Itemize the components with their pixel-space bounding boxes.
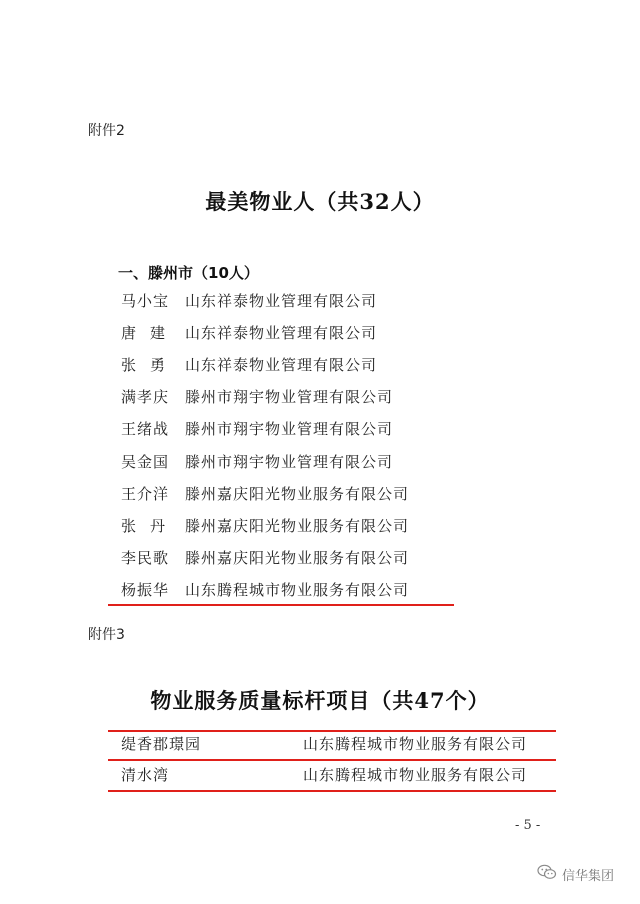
person-name: 吴金国	[121, 453, 170, 471]
project-name: 缇香郡璟园	[121, 735, 202, 753]
person-name: 唐建	[121, 324, 180, 342]
list-item	[121, 386, 393, 407]
person-company: 山东祥泰物业管理有限公司	[185, 356, 378, 374]
person-name: 王介洋	[121, 485, 170, 503]
highlight-underline	[108, 604, 454, 606]
person-name: 王绪战	[121, 420, 170, 438]
person-name: 李民歌	[121, 549, 170, 567]
person-name: 张勇	[121, 356, 180, 374]
person-name: 杨振华	[121, 581, 170, 599]
list-item	[121, 579, 409, 600]
page-number: - 5 -	[515, 818, 541, 833]
project-company: 山东腾程城市物业服务有限公司	[303, 735, 528, 753]
watermark	[537, 864, 614, 884]
person-name: 满孝庆	[121, 388, 170, 406]
list-item	[121, 547, 409, 568]
project-company: 山东腾程城市物业服务有限公司	[303, 766, 528, 784]
person-company: 山东祥泰物业管理有限公司	[185, 324, 378, 342]
title-benchmark-projects: 物业服务质量标杆项目（共47个）	[150, 688, 490, 713]
list-item	[121, 451, 393, 472]
highlight-underline	[108, 730, 556, 732]
section-tengzhou: 一、滕州市（10人）	[118, 264, 259, 282]
list-item	[121, 483, 409, 504]
watermark-text: 信华集团	[562, 868, 615, 884]
highlight-underline	[108, 759, 556, 761]
person-company: 滕州市翔宇物业管理有限公司	[185, 453, 394, 471]
person-company: 山东腾程城市物业服务有限公司	[185, 581, 410, 599]
list-item	[121, 322, 377, 343]
attachment-3-label: 附件3	[88, 627, 125, 643]
person-company: 滕州嘉庆阳光物业服务有限公司	[185, 485, 410, 503]
list-item	[121, 418, 393, 439]
list-item	[121, 290, 377, 311]
wechat-icon	[537, 864, 557, 884]
person-company: 山东祥泰物业管理有限公司	[185, 292, 378, 310]
person-company: 滕州嘉庆阳光物业服务有限公司	[185, 549, 410, 567]
person-name: 张丹	[121, 517, 180, 535]
person-company: 滕州市翔宇物业管理有限公司	[185, 420, 394, 438]
person-company: 滕州嘉庆阳光物业服务有限公司	[185, 517, 410, 535]
attachment-2-label: 附件2	[88, 123, 125, 139]
list-item	[121, 515, 409, 536]
person-company: 滕州市翔宇物业管理有限公司	[185, 388, 394, 406]
list-item	[121, 354, 377, 375]
highlight-underline	[108, 790, 556, 792]
project-name: 清水湾	[121, 766, 170, 784]
title-best-property-staff: 最美物业人（共32人）	[205, 189, 435, 214]
person-name: 马小宝	[121, 292, 170, 310]
